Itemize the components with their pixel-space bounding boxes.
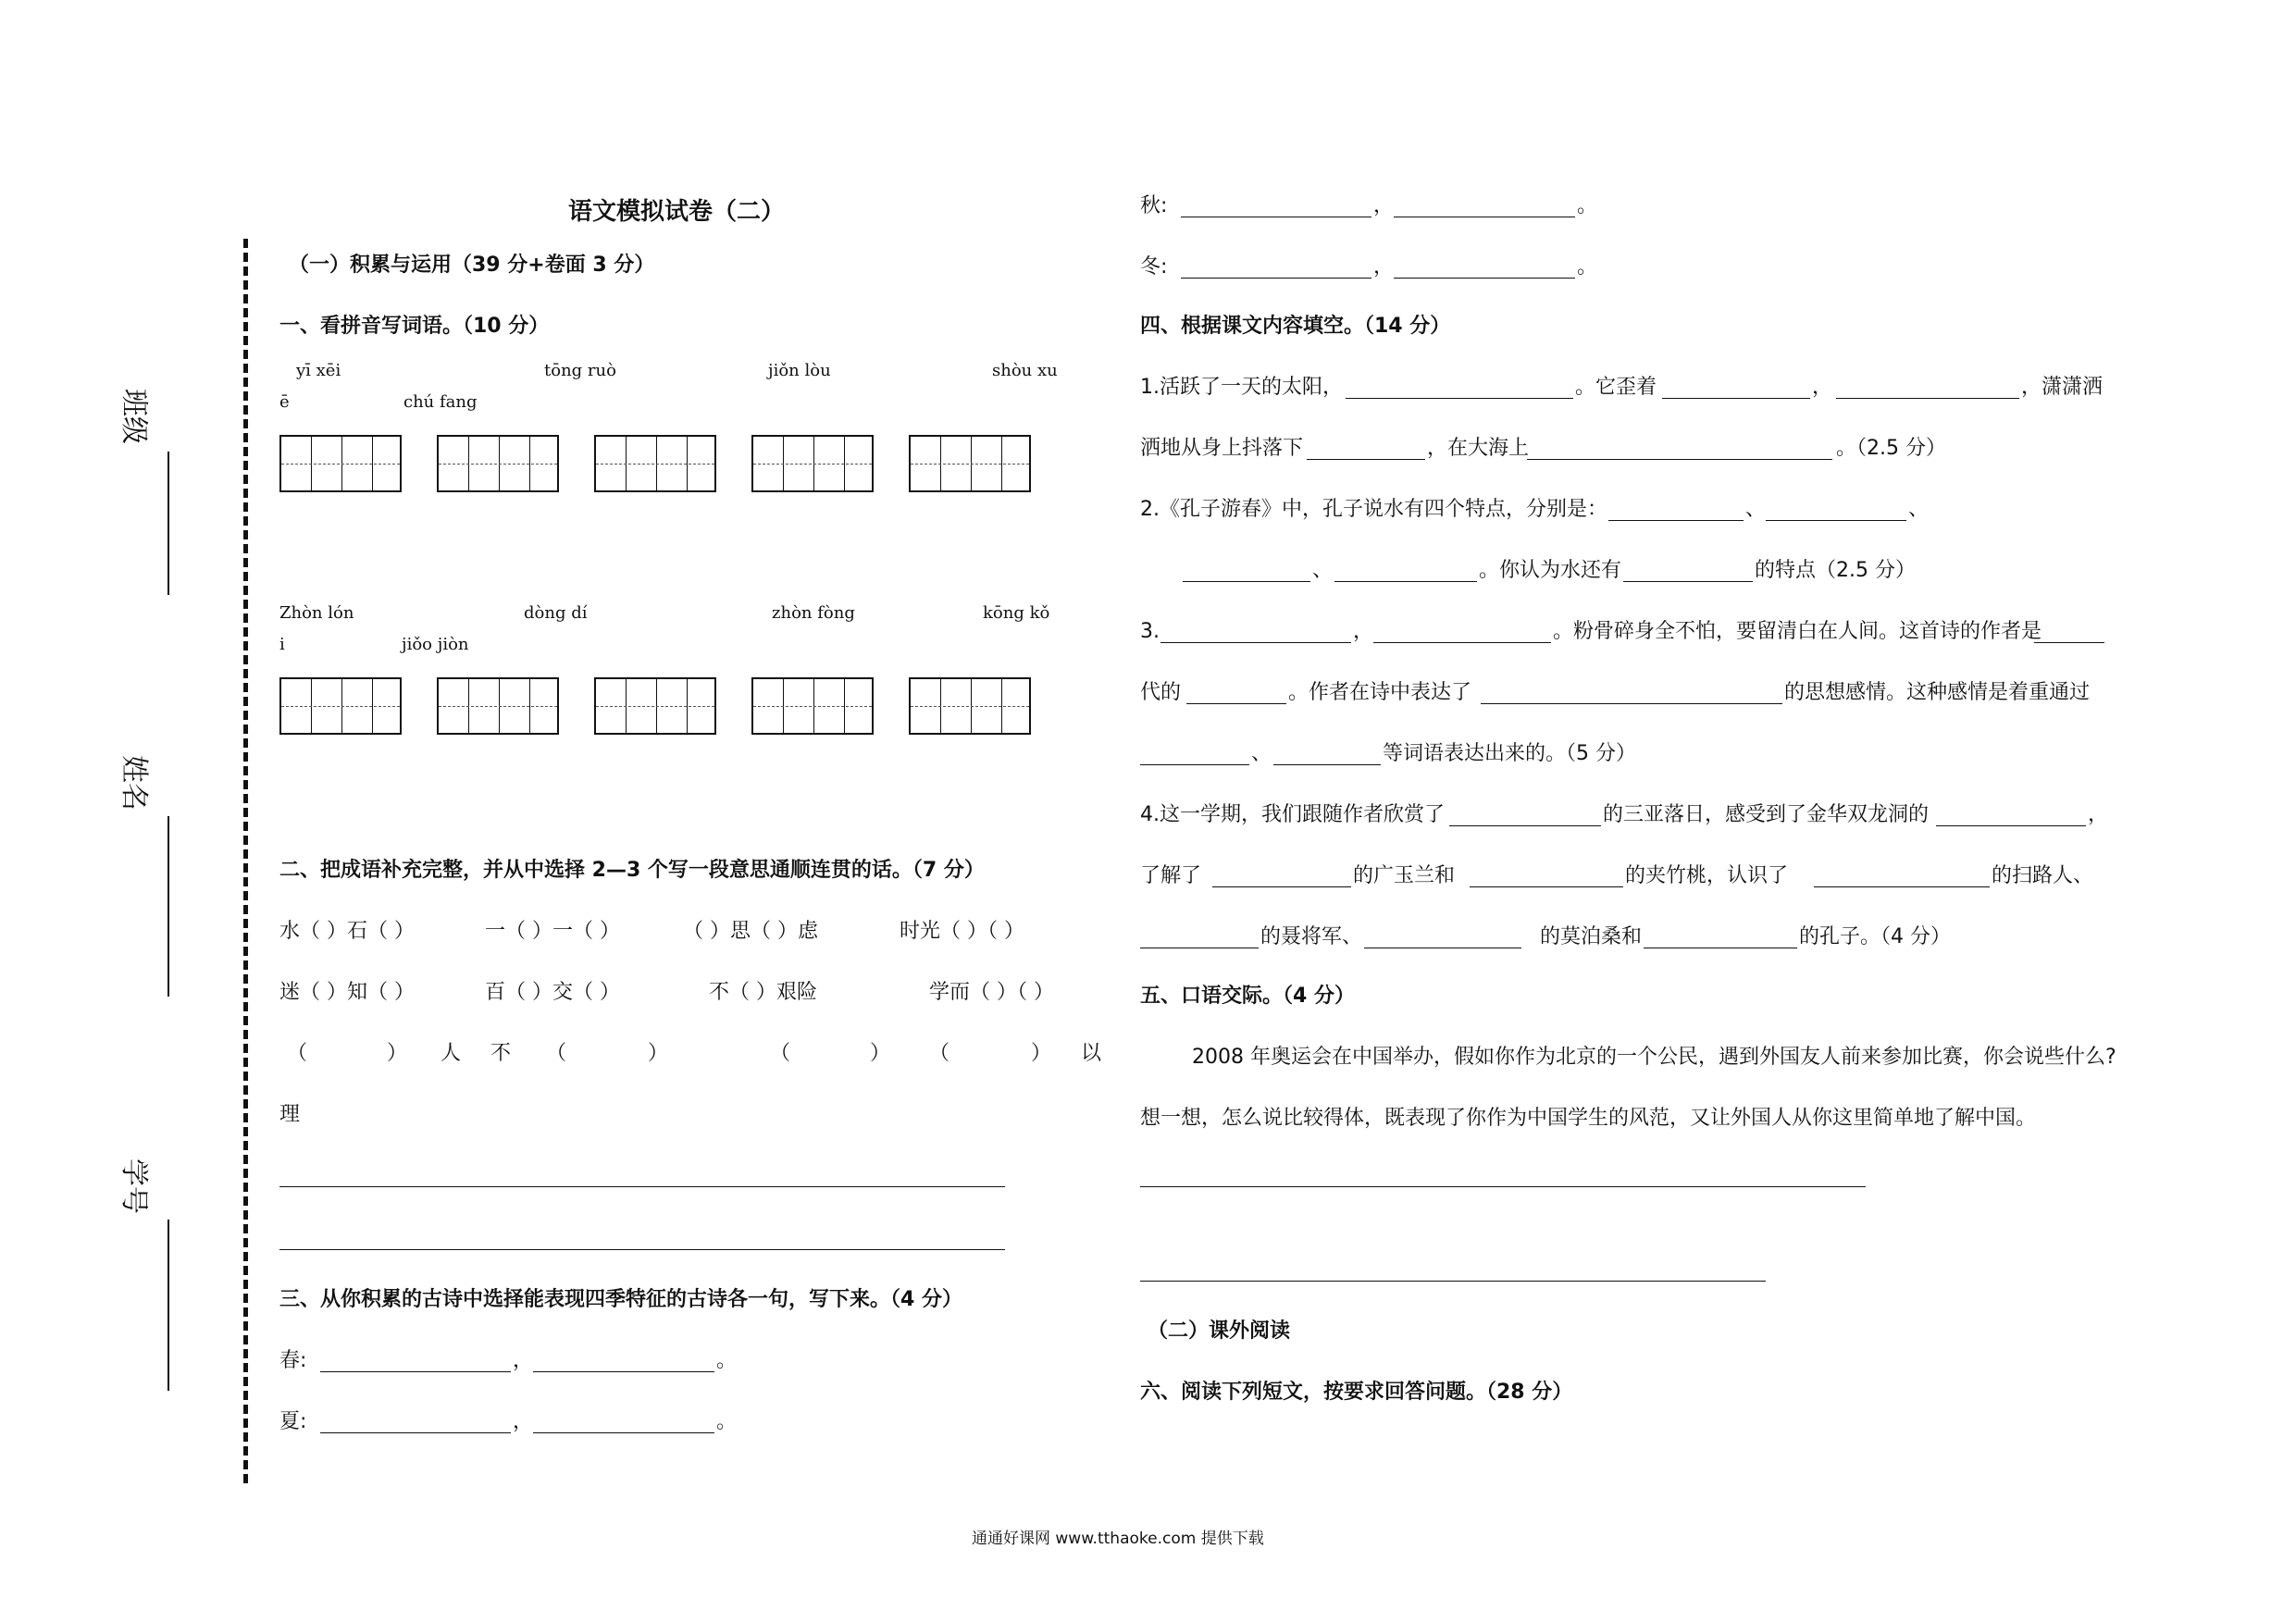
writing-grid[interactable] bbox=[279, 677, 402, 735]
answer-line[interactable] bbox=[1212, 886, 1351, 887]
pinyin: zhòn fòng bbox=[772, 603, 855, 623]
q4-text: 、 bbox=[1251, 742, 1272, 765]
part2-heading: （二）课外阅读 bbox=[1148, 1319, 1291, 1343]
answer-line[interactable] bbox=[1346, 398, 1573, 399]
q4-text: ，在大海上 bbox=[1427, 437, 1530, 460]
answer-line[interactable] bbox=[1334, 581, 1477, 582]
q4-text: ， bbox=[1353, 620, 1374, 643]
q1-heading: 一、看拼音写词语。（10 分） bbox=[279, 315, 550, 338]
answer-line[interactable] bbox=[1307, 459, 1425, 460]
answer-line[interactable] bbox=[1140, 1281, 1766, 1282]
writing-grid[interactable] bbox=[437, 677, 559, 735]
q4-text: 的广玉兰和 bbox=[1353, 864, 1456, 887]
answer-line[interactable] bbox=[1181, 278, 1371, 279]
answer-line[interactable] bbox=[1836, 398, 2019, 399]
part1-heading: （一）积累与运用（39 分+卷面 3 分） bbox=[289, 254, 655, 277]
idiom: 迷（ ）知（ ） bbox=[279, 981, 415, 1004]
pinyin: kōng kǒ bbox=[983, 603, 1050, 623]
comma: ， bbox=[1373, 194, 1395, 217]
pinyin: i bbox=[279, 635, 285, 654]
q4-text: 、 bbox=[1312, 559, 1334, 582]
q4-text: 2.《孔子游春》中，孔子说水有四个特点，分别是： bbox=[1140, 498, 1607, 521]
q4-text: 、 bbox=[1908, 498, 1930, 521]
pinyin: shòu xu bbox=[992, 361, 1058, 380]
autumn-label: 秋: bbox=[1140, 194, 1168, 217]
q4-text: ， bbox=[1812, 376, 1833, 399]
q2-heading: 二、把成语补充完整，并从中选择 2—3 个写一段意思通顺连贯的话。（7 分） bbox=[279, 859, 985, 882]
idiom-char: （ bbox=[546, 1042, 567, 1065]
writing-grid[interactable] bbox=[751, 435, 874, 492]
answer-line[interactable] bbox=[1140, 1186, 1866, 1187]
id-label: 学号 bbox=[118, 1158, 150, 1214]
q4-text: 的三亚落日，感受到了金华双龙洞的 bbox=[1603, 803, 1930, 826]
q3-heading: 三、从你积累的古诗中选择能表现四季特征的古诗各一句，写下来。（4 分） bbox=[279, 1288, 962, 1311]
binding-dashed-line bbox=[243, 239, 248, 1483]
writing-grid[interactable] bbox=[594, 435, 716, 492]
answer-line[interactable] bbox=[1394, 278, 1575, 279]
q4-text: ，潇潇洒 bbox=[2021, 376, 2104, 399]
period: 。 bbox=[716, 1349, 738, 1372]
idiom-char: （ bbox=[770, 1042, 791, 1065]
answer-line[interactable] bbox=[1662, 398, 1810, 399]
idiom: 一（ ）一（ ） bbox=[485, 920, 620, 943]
q4-text: 的思想感情。这种感情是着重通过 bbox=[1784, 681, 2091, 704]
q4-text: ， bbox=[2088, 803, 2109, 826]
answer-line[interactable] bbox=[1140, 764, 1249, 765]
id-line bbox=[168, 1220, 169, 1391]
name-line bbox=[168, 816, 169, 997]
answer-line[interactable] bbox=[1186, 703, 1286, 704]
q4-text: 、 bbox=[1745, 498, 1767, 521]
idiom: 时光（ ）（ ） bbox=[900, 920, 1024, 943]
pinyin: jiǒo jiòn bbox=[402, 635, 469, 654]
idiom: 水（ ）石（ ） bbox=[279, 920, 415, 943]
writing-grid[interactable] bbox=[909, 677, 1031, 735]
period: 。 bbox=[1577, 255, 1598, 279]
answer-line[interactable] bbox=[2034, 642, 2104, 643]
q4-text: 。它歪着 bbox=[1575, 376, 1657, 399]
comma: ， bbox=[513, 1349, 534, 1372]
q4-text: 。粉骨碎身全不怕，要留清白在人间。这首诗的作者是 bbox=[1553, 620, 2042, 643]
answer-line[interactable] bbox=[533, 1432, 714, 1433]
pinyin: dòng dí bbox=[524, 603, 588, 623]
idiom-char: （ bbox=[287, 1042, 308, 1065]
q4-text: 代的 bbox=[1140, 681, 1182, 704]
q6-heading: 六、阅读下列短文，按要求回答问题。（28 分） bbox=[1140, 1381, 1573, 1404]
idiom: 不（ ）艰险 bbox=[709, 981, 817, 1004]
answer-line[interactable] bbox=[1470, 886, 1623, 887]
answer-line[interactable] bbox=[1373, 642, 1551, 643]
q4-text: 的夹竹桃，认识了 bbox=[1625, 864, 1789, 887]
q4-text: 的扫路人、 bbox=[1992, 864, 2094, 887]
q4-heading: 四、根据课文内容填空。（14 分） bbox=[1140, 315, 1451, 338]
q4-text: 等词语表达出来的。（5 分） bbox=[1383, 742, 1636, 765]
name-label: 姓名 bbox=[118, 755, 150, 811]
writing-grid[interactable] bbox=[594, 677, 716, 735]
answer-line[interactable] bbox=[1608, 520, 1744, 521]
page-title: 语文模拟试卷（二） bbox=[568, 198, 786, 226]
q4-text: 的莫泊桑和 bbox=[1540, 925, 1643, 948]
q5-paragraph: 2008 年奥运会在中国举办，假如你作为北京的一个公民，遇到外国友人前来参加比赛，你会说些什么? bbox=[1192, 1046, 2116, 1069]
pinyin: ē bbox=[279, 392, 290, 412]
winter-label: 冬: bbox=[1140, 255, 1168, 279]
q4-text: 1.活跃了一天的太阳， bbox=[1140, 376, 1343, 399]
writing-grid[interactable] bbox=[751, 677, 874, 735]
answer-line[interactable] bbox=[320, 1432, 511, 1433]
answer-line[interactable] bbox=[320, 1371, 511, 1372]
answer-line[interactable] bbox=[1183, 581, 1310, 582]
class-line bbox=[168, 452, 169, 595]
writing-grid[interactable] bbox=[279, 435, 402, 492]
answer-line[interactable] bbox=[1814, 886, 1990, 887]
idiom: 百（ ）交（ ） bbox=[485, 981, 620, 1004]
pinyin: yī xēi bbox=[296, 361, 341, 380]
q4-text: 了解了 bbox=[1140, 864, 1202, 887]
idiom-char: ） bbox=[1031, 1042, 1052, 1065]
answer-line[interactable] bbox=[1160, 642, 1351, 643]
writing-grid[interactable] bbox=[909, 435, 1031, 492]
answer-line[interactable] bbox=[1481, 703, 1782, 704]
answer-line[interactable] bbox=[279, 1186, 1005, 1187]
summer-label: 夏: bbox=[279, 1410, 307, 1433]
answer-line[interactable] bbox=[1766, 520, 1906, 521]
answer-line[interactable] bbox=[1936, 825, 2086, 826]
idiom-char: ） bbox=[387, 1042, 408, 1065]
q4-text: 4.这一学期，我们跟随作者欣赏了 bbox=[1140, 803, 1445, 826]
answer-line[interactable] bbox=[1623, 581, 1753, 582]
comma: ， bbox=[513, 1410, 534, 1433]
q4-text: 。你认为水还有 bbox=[1479, 559, 1622, 582]
idiom-char: 不 bbox=[490, 1042, 512, 1065]
q5-heading: 五、口语交际。（4 分） bbox=[1140, 985, 1355, 1008]
answer-line[interactable] bbox=[1273, 764, 1381, 765]
q4-text: 的聂将军、 bbox=[1260, 925, 1363, 948]
spring-label: 春: bbox=[279, 1349, 307, 1372]
q4-text: 3. bbox=[1140, 620, 1160, 643]
answer-line[interactable] bbox=[533, 1371, 714, 1372]
idiom-char: ） bbox=[648, 1042, 669, 1065]
idiom-char: （ bbox=[929, 1042, 950, 1065]
class-label: 班级 bbox=[118, 389, 150, 444]
pinyin: tōng ruò bbox=[544, 361, 616, 380]
q5-paragraph: 想一想，怎么说比较得体，既表现了你作为中国学生的风范，又让外国人从你这里简单地了解中国。 bbox=[1140, 1107, 2037, 1130]
answer-line[interactable] bbox=[279, 1249, 1005, 1250]
pinyin: jiǒn lòu bbox=[768, 361, 831, 380]
q4-text: 的孔子。（4 分） bbox=[1799, 925, 1951, 948]
q4-text: 洒地从身上抖落下 bbox=[1140, 437, 1304, 460]
period: 。 bbox=[716, 1410, 738, 1433]
writing-grid[interactable] bbox=[437, 435, 559, 492]
comma: ， bbox=[1373, 255, 1395, 279]
pinyin: chú fang bbox=[403, 392, 478, 412]
idiom: （ ）思（ ）虑 bbox=[683, 920, 818, 943]
idiom-char: ） bbox=[870, 1042, 891, 1065]
idiom-char: 理 bbox=[279, 1103, 301, 1126]
idiom-char: 人 bbox=[441, 1042, 462, 1065]
q4-text: 的特点（2.5 分） bbox=[1755, 559, 1916, 582]
idiom: 学而（ ）（ ） bbox=[929, 981, 1054, 1004]
pinyin: Zhòn lón bbox=[279, 603, 354, 623]
q4-text: 。作者在诗中表达了 bbox=[1288, 681, 1472, 704]
q4-text: 。（2.5 分） bbox=[1836, 437, 1946, 460]
period: 。 bbox=[1577, 194, 1598, 217]
answer-line[interactable] bbox=[1449, 825, 1601, 826]
answer-line[interactable] bbox=[1527, 459, 1832, 460]
idiom-char: 以 bbox=[1081, 1042, 1102, 1065]
footer-credit: 通通好课网 www.tthaoke.com 提供下载 bbox=[972, 1530, 1264, 1548]
